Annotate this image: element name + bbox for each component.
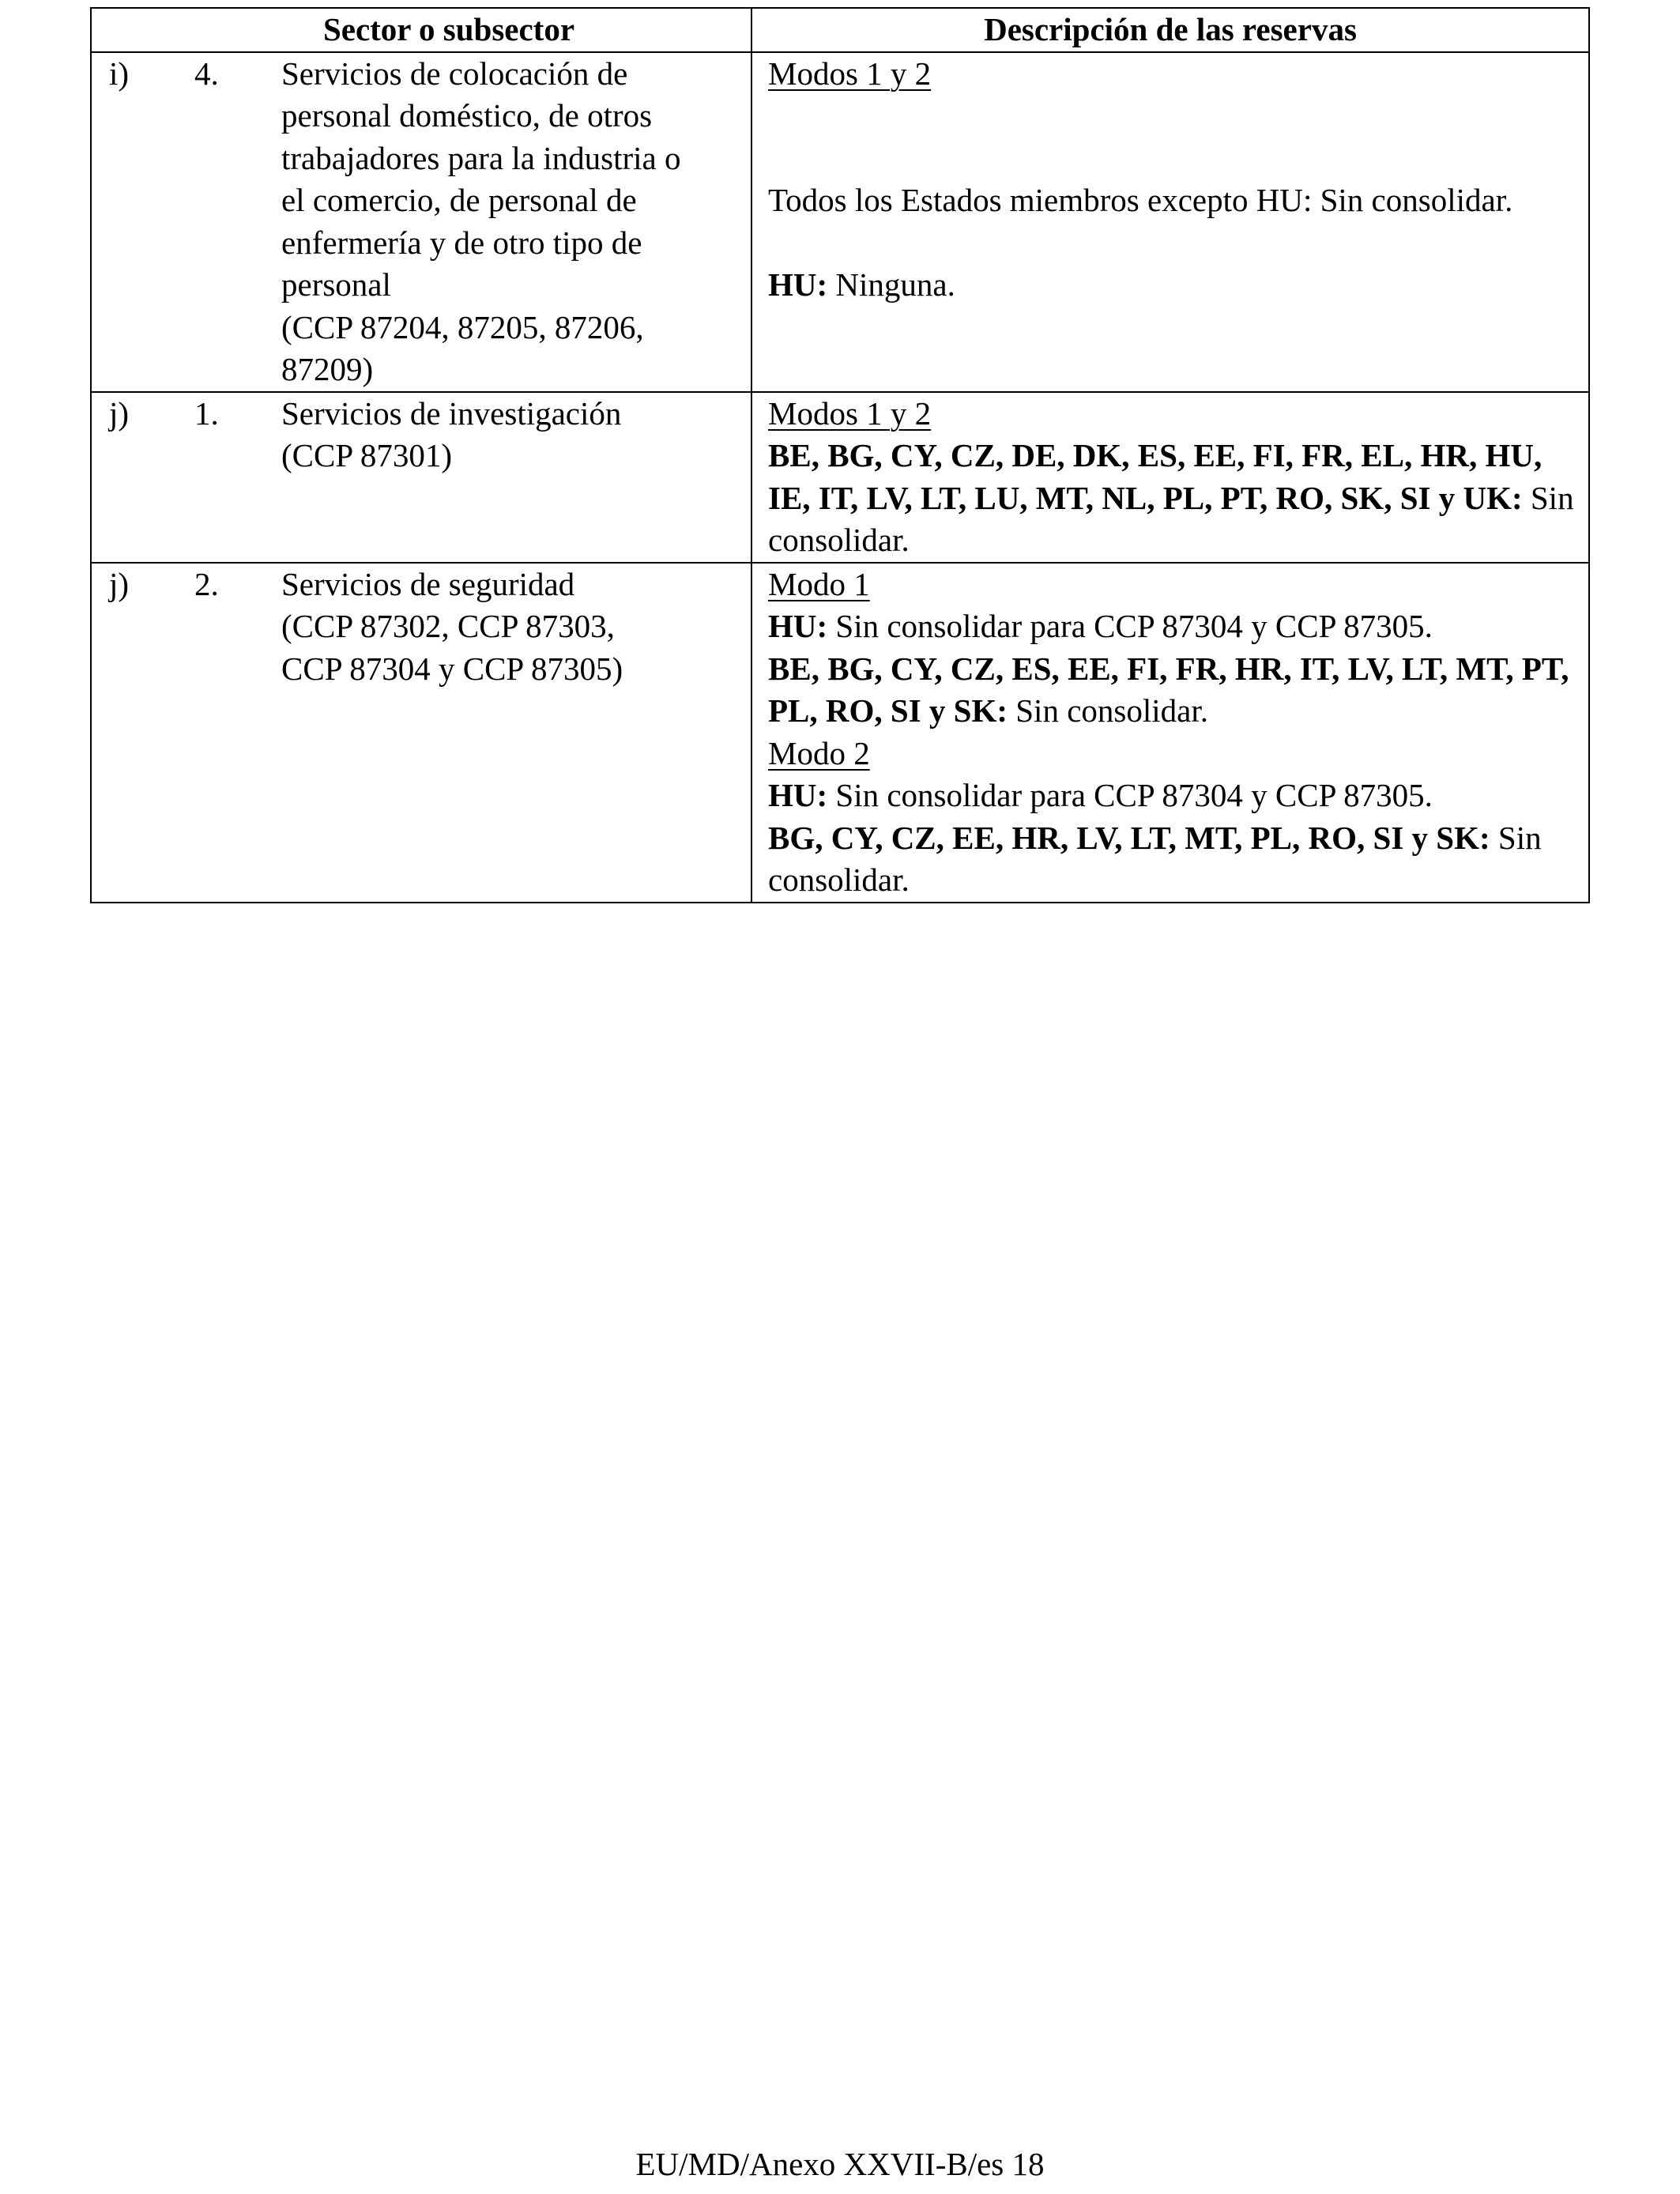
reserve-text: Todos los Estados miembros excepto HU: Sin consolidar.	[768, 182, 1513, 218]
table-row	[91, 563, 1589, 903]
sector-line: Servicios de colocación de	[281, 55, 628, 92]
reserve-detail: Ninguna.	[827, 266, 955, 303]
mode-heading: Modo 1	[768, 565, 870, 602]
country-codes: BE, BG, CY, CZ, DE, DK, ES, EE, FI, FR, EL, HR, HU, IE, IT, LV, LT, LU, MT, NL, PL, PT, RO, SK, SI y UK:	[768, 437, 1543, 516]
sector-description	[281, 53, 735, 391]
header-description: Descripción de las reservas	[751, 8, 1589, 52]
reserve-detail: Sin consolidar para CCP 87304 y CCP 87305.	[827, 608, 1433, 644]
reserve-text	[768, 775, 1579, 817]
table-header-row	[91, 8, 1589, 52]
reserve-detail: Sin consolidar.	[768, 819, 1542, 898]
reservations-table	[90, 7, 1590, 903]
mode-heading: Modos 1 y 2	[768, 394, 932, 432]
sector-line: Servicios de investigación	[281, 394, 622, 432]
country-codes: HU:	[768, 266, 828, 303]
sector-cell	[91, 52, 751, 392]
sector-line: (CCP 87302, CCP 87303,	[281, 608, 615, 644]
sector-line: personal	[281, 266, 391, 303]
row-letter: j)	[109, 394, 130, 432]
spacer	[768, 222, 1579, 264]
country-codes: BG, CY, CZ, EE, HR, LV, LT, MT, PL, RO, SI y SK:	[768, 819, 1490, 856]
country-codes: HU:	[768, 777, 828, 813]
sector-line: el comercio, de personal de	[281, 182, 637, 218]
sector-line: trabajadores para la industria o	[281, 139, 681, 176]
mode-heading: Modos 1 y 2	[768, 55, 932, 92]
sector-cell	[91, 392, 751, 563]
row-letter: i)	[109, 55, 130, 92]
sector-line: Servicios de seguridad	[281, 565, 575, 602]
reserve-cell	[751, 392, 1589, 563]
header-sector: Sector o subsector	[91, 8, 751, 52]
mode-heading: Modo 2	[768, 734, 870, 771]
row-letter: j)	[109, 565, 130, 602]
reserve-text	[768, 435, 1579, 562]
sector-line: (CCP 87204, 87205, 87206,	[281, 308, 644, 345]
sector-line: (CCP 87301)	[281, 437, 453, 473]
reserve-cell	[751, 52, 1589, 392]
table-row	[91, 392, 1589, 563]
row-number: 4.	[194, 55, 219, 92]
sector-line: CCP 87304 y CCP 87305)	[281, 650, 623, 687]
table-row	[91, 52, 1589, 392]
reserve-text	[768, 648, 1579, 733]
reserve-detail: Sin consolidar.	[1008, 692, 1208, 729]
page-footer-reference: EU/MD/Anexo XXVII-B/es 18	[635, 2146, 1045, 2182]
sector-line: 87209)	[281, 351, 374, 387]
sector-description	[281, 393, 735, 477]
sector-cell	[91, 563, 751, 903]
reserve-text	[768, 264, 1579, 307]
sector-description	[281, 564, 735, 691]
reserve-detail: Sin consolidar.	[768, 479, 1574, 558]
row-number: 1.	[194, 394, 219, 432]
spacer	[768, 95, 1579, 179]
country-codes: BE, BG, CY, CZ, ES, EE, FI, FR, HR, IT, LV, LT, MT, PT, PL, RO, SI y SK:	[768, 650, 1569, 729]
reserve-detail: Sin consolidar para CCP 87304 y CCP 87305.	[827, 777, 1433, 813]
row-number: 2.	[194, 565, 219, 602]
country-codes: HU:	[768, 608, 828, 644]
reserve-cell	[751, 563, 1589, 903]
reserve-text	[768, 817, 1579, 902]
reserve-text	[768, 605, 1579, 648]
sector-line: enfermería y de otro tipo de	[281, 224, 642, 261]
sector-line: personal doméstico, de otros	[281, 97, 653, 134]
